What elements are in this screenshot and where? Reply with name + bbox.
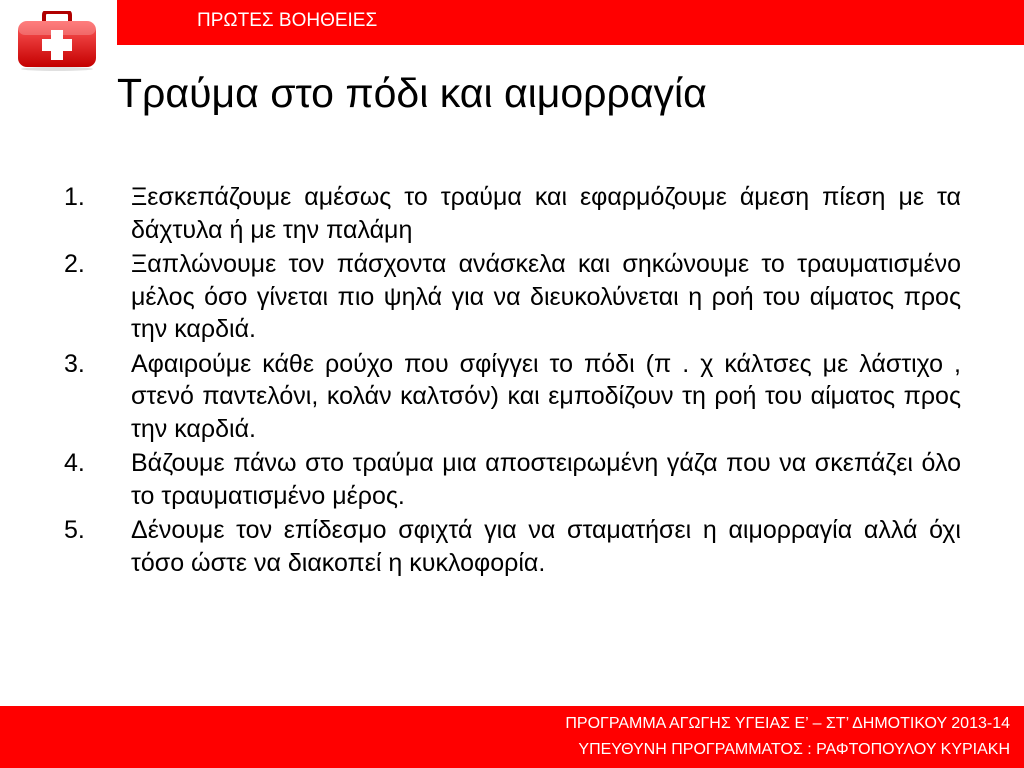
list-item	[64, 248, 961, 346]
list-item	[64, 514, 961, 579]
footer-banner	[0, 706, 1024, 768]
step-number: 4.	[64, 449, 85, 477]
step-number: 5.	[64, 516, 85, 544]
banner-title: ΠΡΩΤΕΣ ΒΟΗΘΕΙΕΣ	[197, 10, 378, 31]
step-text: Αφαιρούμε κάθε ρούχο που σφίγγει το πόδι (π . χ κάλτσες με λάστιχο , στενό παντελόνι, κολάν καλτσόν) και εμποδίζουν τη ροή του αίματος προς την καρδιά.	[131, 349, 961, 443]
step-number: 1.	[64, 183, 85, 211]
footer-teacher-text: ΥΠΕΥΘΥΝΗ ΠΡΟΓΡΑΜΜΑΤΟΣ : ΡΑΦΤΟΠΟΥΛΟΥ ΚΥΡΙΑΚΗ	[578, 741, 1010, 758]
step-text: Ξεσκεπάζουμε αμέσως το τραύμα και εφαρμόζουμε άμεση πίεση με τα δάχτυλα ή με την παλάμη	[131, 183, 961, 244]
slide-title: Τραύμα στο πόδι και αιμορραγία	[117, 70, 707, 116]
step-text: Ξαπλώνουμε τον πάσχοντα ανάσκελα και σηκώνουμε το τραυματισμένο μέλος όσο γίνεται πιο ψηλά για να διευκολύνεται η ροή του αίματος προς την καρδιά.	[131, 250, 961, 343]
first-aid-kit-icon	[16, 11, 98, 71]
header-banner	[117, 0, 1024, 45]
list-item	[64, 447, 961, 512]
footer-program-text: ΠΡΟΓΡΑΜΜΑ ΑΓΩΓΗΣ ΥΓΕΙΑΣ Ε’ – ΣΤ’ ΔΗΜΟΤΙΚΟΥ 2013-14	[565, 715, 1010, 732]
step-text: Δένουμε τον επίδεσμο σφιχτά για να σταματήσει η αιμορραγία αλλά όχι τόσο ώστε να διακοπεί η κυκλοφορία.	[131, 516, 961, 577]
step-number: 3.	[64, 349, 85, 378]
list-item	[64, 181, 961, 246]
list-item	[64, 348, 961, 446]
step-text: Βάζουμε πάνω στο τραύμα μια αποστειρωμένη γάζα που να σκεπάζει όλο το τραυματισμένο μέρος.	[131, 449, 961, 510]
step-number: 2.	[64, 250, 85, 278]
steps-list	[64, 181, 961, 581]
